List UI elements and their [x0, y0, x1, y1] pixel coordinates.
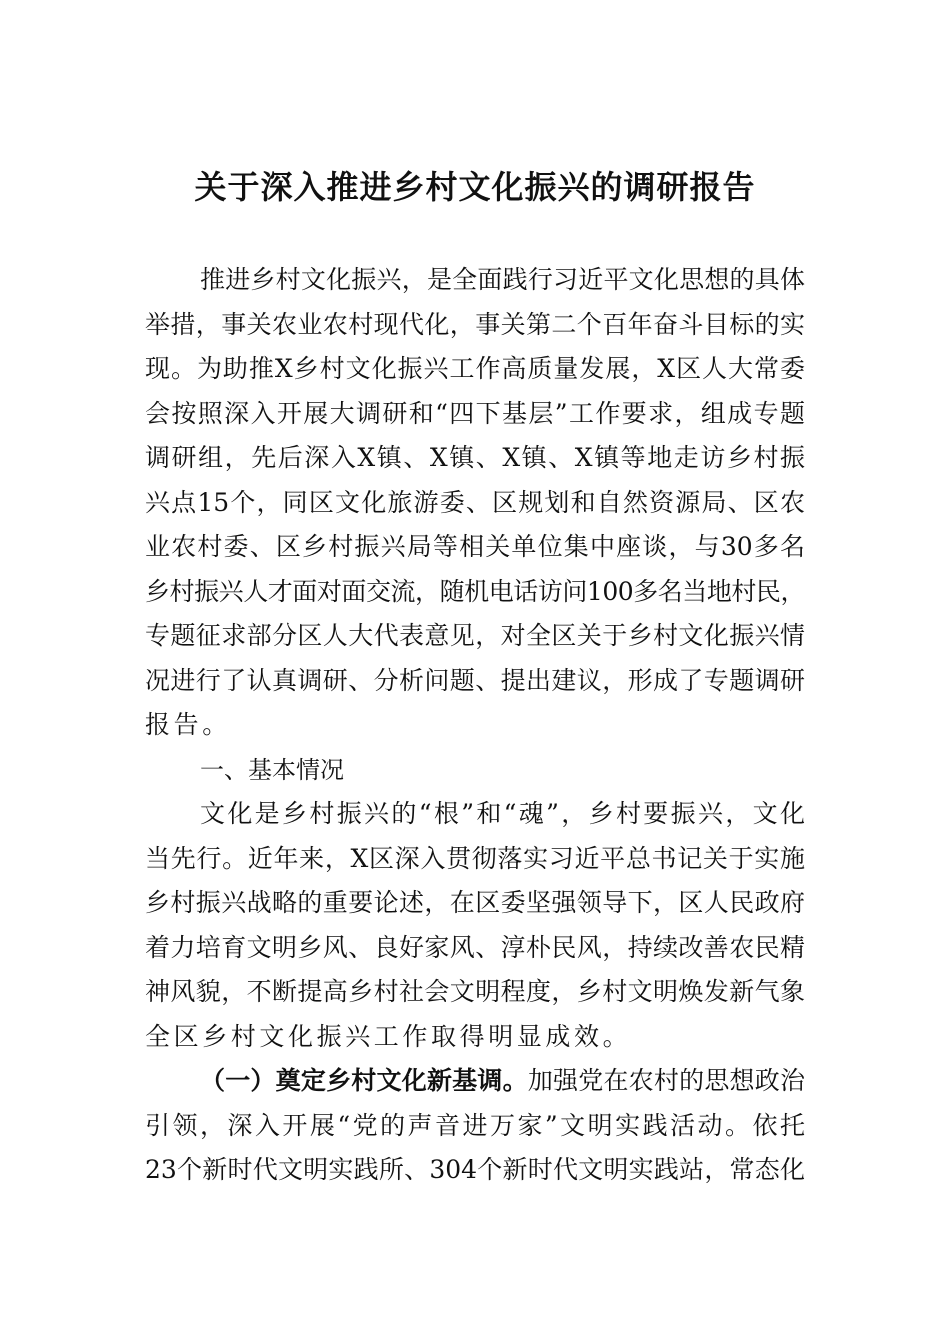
paragraph-line: 调研组，先后深入X镇、X镇、X镇、X镇等地走访乡村振	[145, 443, 805, 472]
paragraph-line: 全区乡村文化振兴工作取得明显成效。	[145, 1021, 632, 1051]
paragraph-line: 兴点15个，同区文化旅游委、区规划和自然资源局、区农	[145, 487, 805, 517]
paragraph-line: 着力培育文明乡风、良好家风、淳朴民风，持续改善农民精	[145, 932, 805, 962]
paragraph-line: 况进行了认真调研、分析问题、提出建议，形成了专题调研	[145, 665, 805, 695]
paragraph-line: 举措，事关农业农村现代化，事关第二个百年奋斗目标的实	[145, 309, 805, 339]
paragraph-line: 乡村振兴战略的重要论述，在区委坚强领导下，区人民政府	[145, 888, 805, 917]
paragraph-line: 当先行。近年来，X区深入贯彻落实习近平总书记关于实施	[145, 843, 805, 873]
paragraph-line: 推进乡村文化振兴，是全面践行习近平文化思想的具体	[200, 265, 805, 294]
paragraph-line: 现。为助推X乡村文化振兴工作高质量发展，X区人大常委	[145, 354, 805, 383]
paragraph-line: 业农村委、区乡村振兴局等相关单位集中座谈，与30多名	[145, 532, 805, 561]
document-body	[145, 258, 805, 1193]
paragraph-line: 专题征求部分区人大代表意见，对全区关于乡村文化振兴情	[145, 621, 805, 650]
paragraph-line	[145, 1059, 805, 1104]
paragraph-line: 会按照深入开展大调研和“四下基层”工作要求，组成专题	[145, 398, 805, 428]
paragraph-line: 引领，深入开展“党的声音进万家”文明实践活动。依托	[145, 1110, 805, 1140]
paragraph-text: 加强党在农村的思想政治	[527, 1066, 805, 1095]
paragraph-line: 乡村振兴人才面对面交流，随机电话访问100多名当地村民，	[145, 576, 805, 606]
paragraph-line: 23个新时代文明实践所、304个新时代文明实践站，常态化	[145, 1155, 805, 1184]
section-heading: 一、基本情况	[200, 755, 344, 784]
paragraph-line: 文化是乡村振兴的“根”和“魂”，乡村要振兴，文化	[200, 799, 805, 828]
paragraph-line: 神风貌，不断提高乡村社会文明程度，乡村文明焕发新气象	[145, 977, 805, 1006]
subsection-heading: （一）奠定乡村文化新基调。	[200, 1066, 528, 1095]
paragraph-line: 报告。	[145, 710, 231, 739]
document-title: 关于深入推进乡村文化振兴的调研报告	[194, 168, 756, 206]
